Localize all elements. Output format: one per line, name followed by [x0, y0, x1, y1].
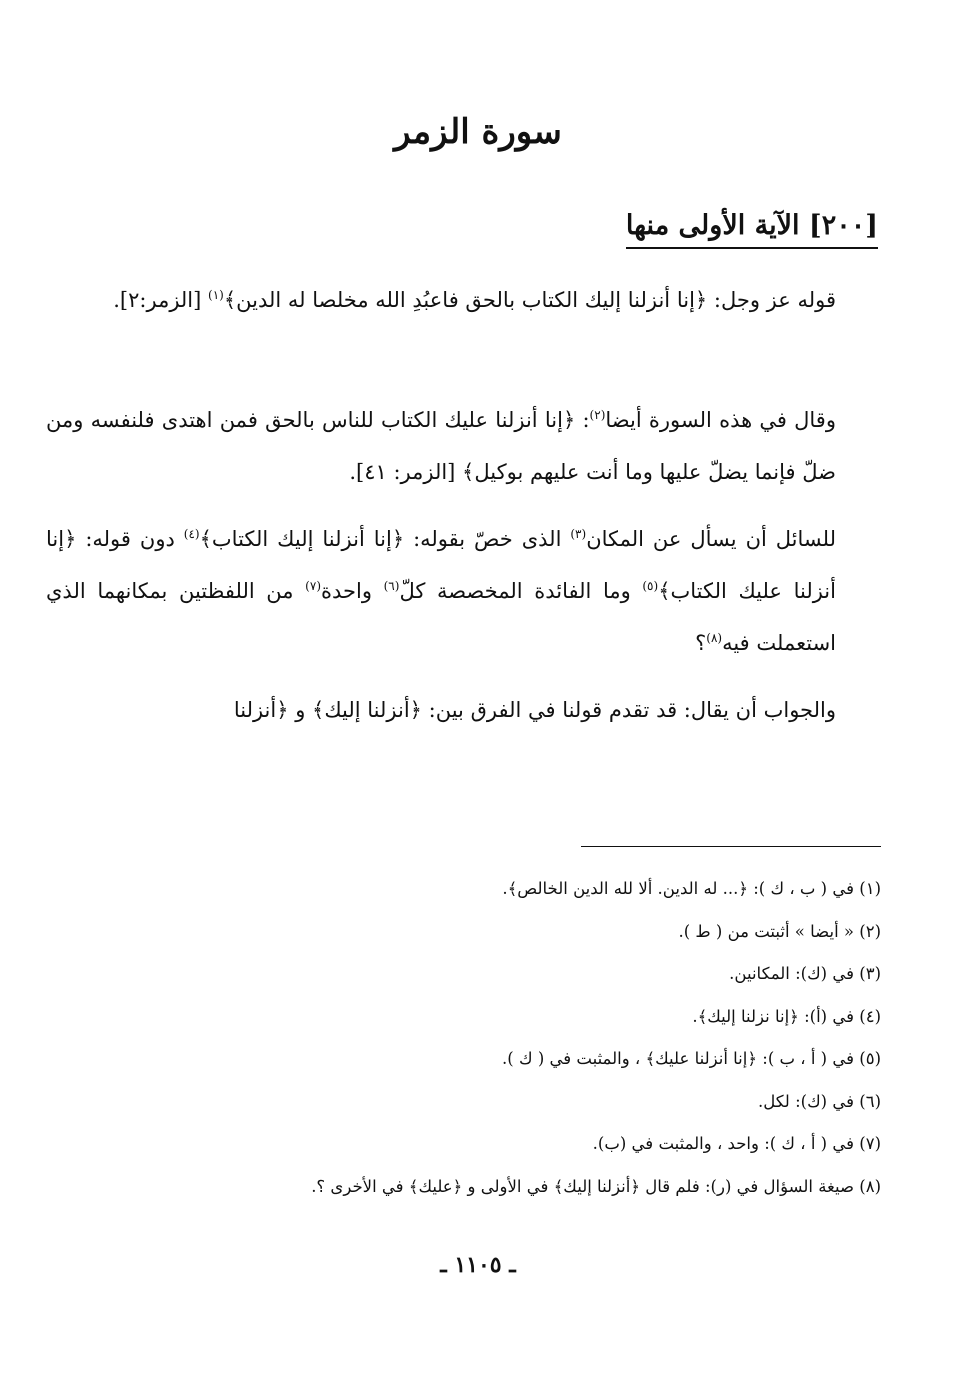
paragraph-text: من اللفظتين بمكانهما الذي استعملت فيه — [46, 579, 836, 655]
paragraph-verse-41 — [46, 394, 881, 498]
footnotes — [91, 868, 881, 1208]
footnote-8: (٨) صيغة السؤال في (ر): فلم قال ﴿أنزلنا إليك﴾ في الأولى و ﴿عليك﴾ في الأخرى ؟. — [311, 1176, 881, 1196]
footnote-ref: (٨) — [706, 631, 723, 645]
footnote-7: (٧) في ( أ ، ك ): واحد ، والمثبت في (ب). — [592, 1134, 881, 1153]
footnote-1: (١) في ( ب ، ك ): ﴿... له الدين. ألا لله الدين الخالص﴾. — [502, 879, 881, 898]
footnote-2: (٢) « أيضا » أثبتت من ( ط ). — [678, 921, 881, 941]
paragraph-text: قوله عز وجل: ﴿إنا أنزلنا إليك الكتاب بالحق فاعبُدِ الله مخلصا له الدين﴾ — [223, 288, 836, 312]
footnote-4: (٤) في (أ): ﴿إنا نزلنا إليك﴾. — [692, 1006, 881, 1026]
page-number: ـ ١١٠٥ ـ — [440, 1252, 516, 1278]
footnote-5: (٥) في ( أ ، ب ): ﴿إنا أنزلنا عليك﴾ ، والمثبت في ( ك ). — [502, 1049, 881, 1068]
footnote-ref: (٣) — [570, 527, 587, 541]
paragraph-text: وما الفائدة المخصصة كلّ — [399, 579, 643, 603]
footnote-ref: (٧) — [305, 579, 321, 593]
footnote-ref: (٤) — [183, 527, 200, 541]
paragraph-text: ؟ — [695, 631, 707, 655]
footnote-ref: (١) — [208, 288, 224, 302]
paragraph-text: والجواب أن يقال: قد تقدم قولنا في الفرق بين: ﴿أنزلنا إليك﴾ و ﴿أنزلنا — [233, 698, 836, 722]
section-heading: [٢٠٠] الآية الأولى منها — [626, 210, 878, 249]
footnote-6: (٦) في (ك): لكل. — [757, 1091, 881, 1111]
footnote-ref: (٥) — [642, 579, 659, 593]
paragraph-answer — [46, 684, 881, 736]
paragraph-text: للسائل أن يسأل عن المكان — [586, 527, 836, 551]
paragraph-text: : ﴿إنا أنزلنا عليك الكتاب للناس بالحق فمن اهتدى فلنفسه ومن ضلّ فإنما يضلّ عليها وما أنت عليهم بوكيل﴾ [الزمر: ٤١]. — [46, 408, 836, 484]
paragraph-text: واحدة — [321, 579, 384, 603]
footnote-3: (٣) في (ك): المكانين. — [729, 964, 881, 983]
verse-citation: [الزمر:٢]. — [113, 288, 209, 312]
surah-title: سورة الزمر — [394, 112, 562, 152]
paragraph-verse-2 — [46, 274, 881, 326]
paragraph-text: دون قوله: ﴿إنا أنزلنا عليك الكتاب﴾ — [46, 527, 836, 603]
footnote-divider — [581, 846, 881, 847]
footnote-ref: (٦) — [383, 579, 400, 593]
paragraph-text: وقال في هذه السورة أيضا — [605, 408, 836, 432]
paragraph-text: الذى خصّ بقوله: ﴿إنا أنزلنا إليك الكتاب﴾ — [199, 527, 571, 551]
footnote-ref: (٢) — [589, 408, 606, 422]
paragraph-question — [46, 513, 881, 669]
